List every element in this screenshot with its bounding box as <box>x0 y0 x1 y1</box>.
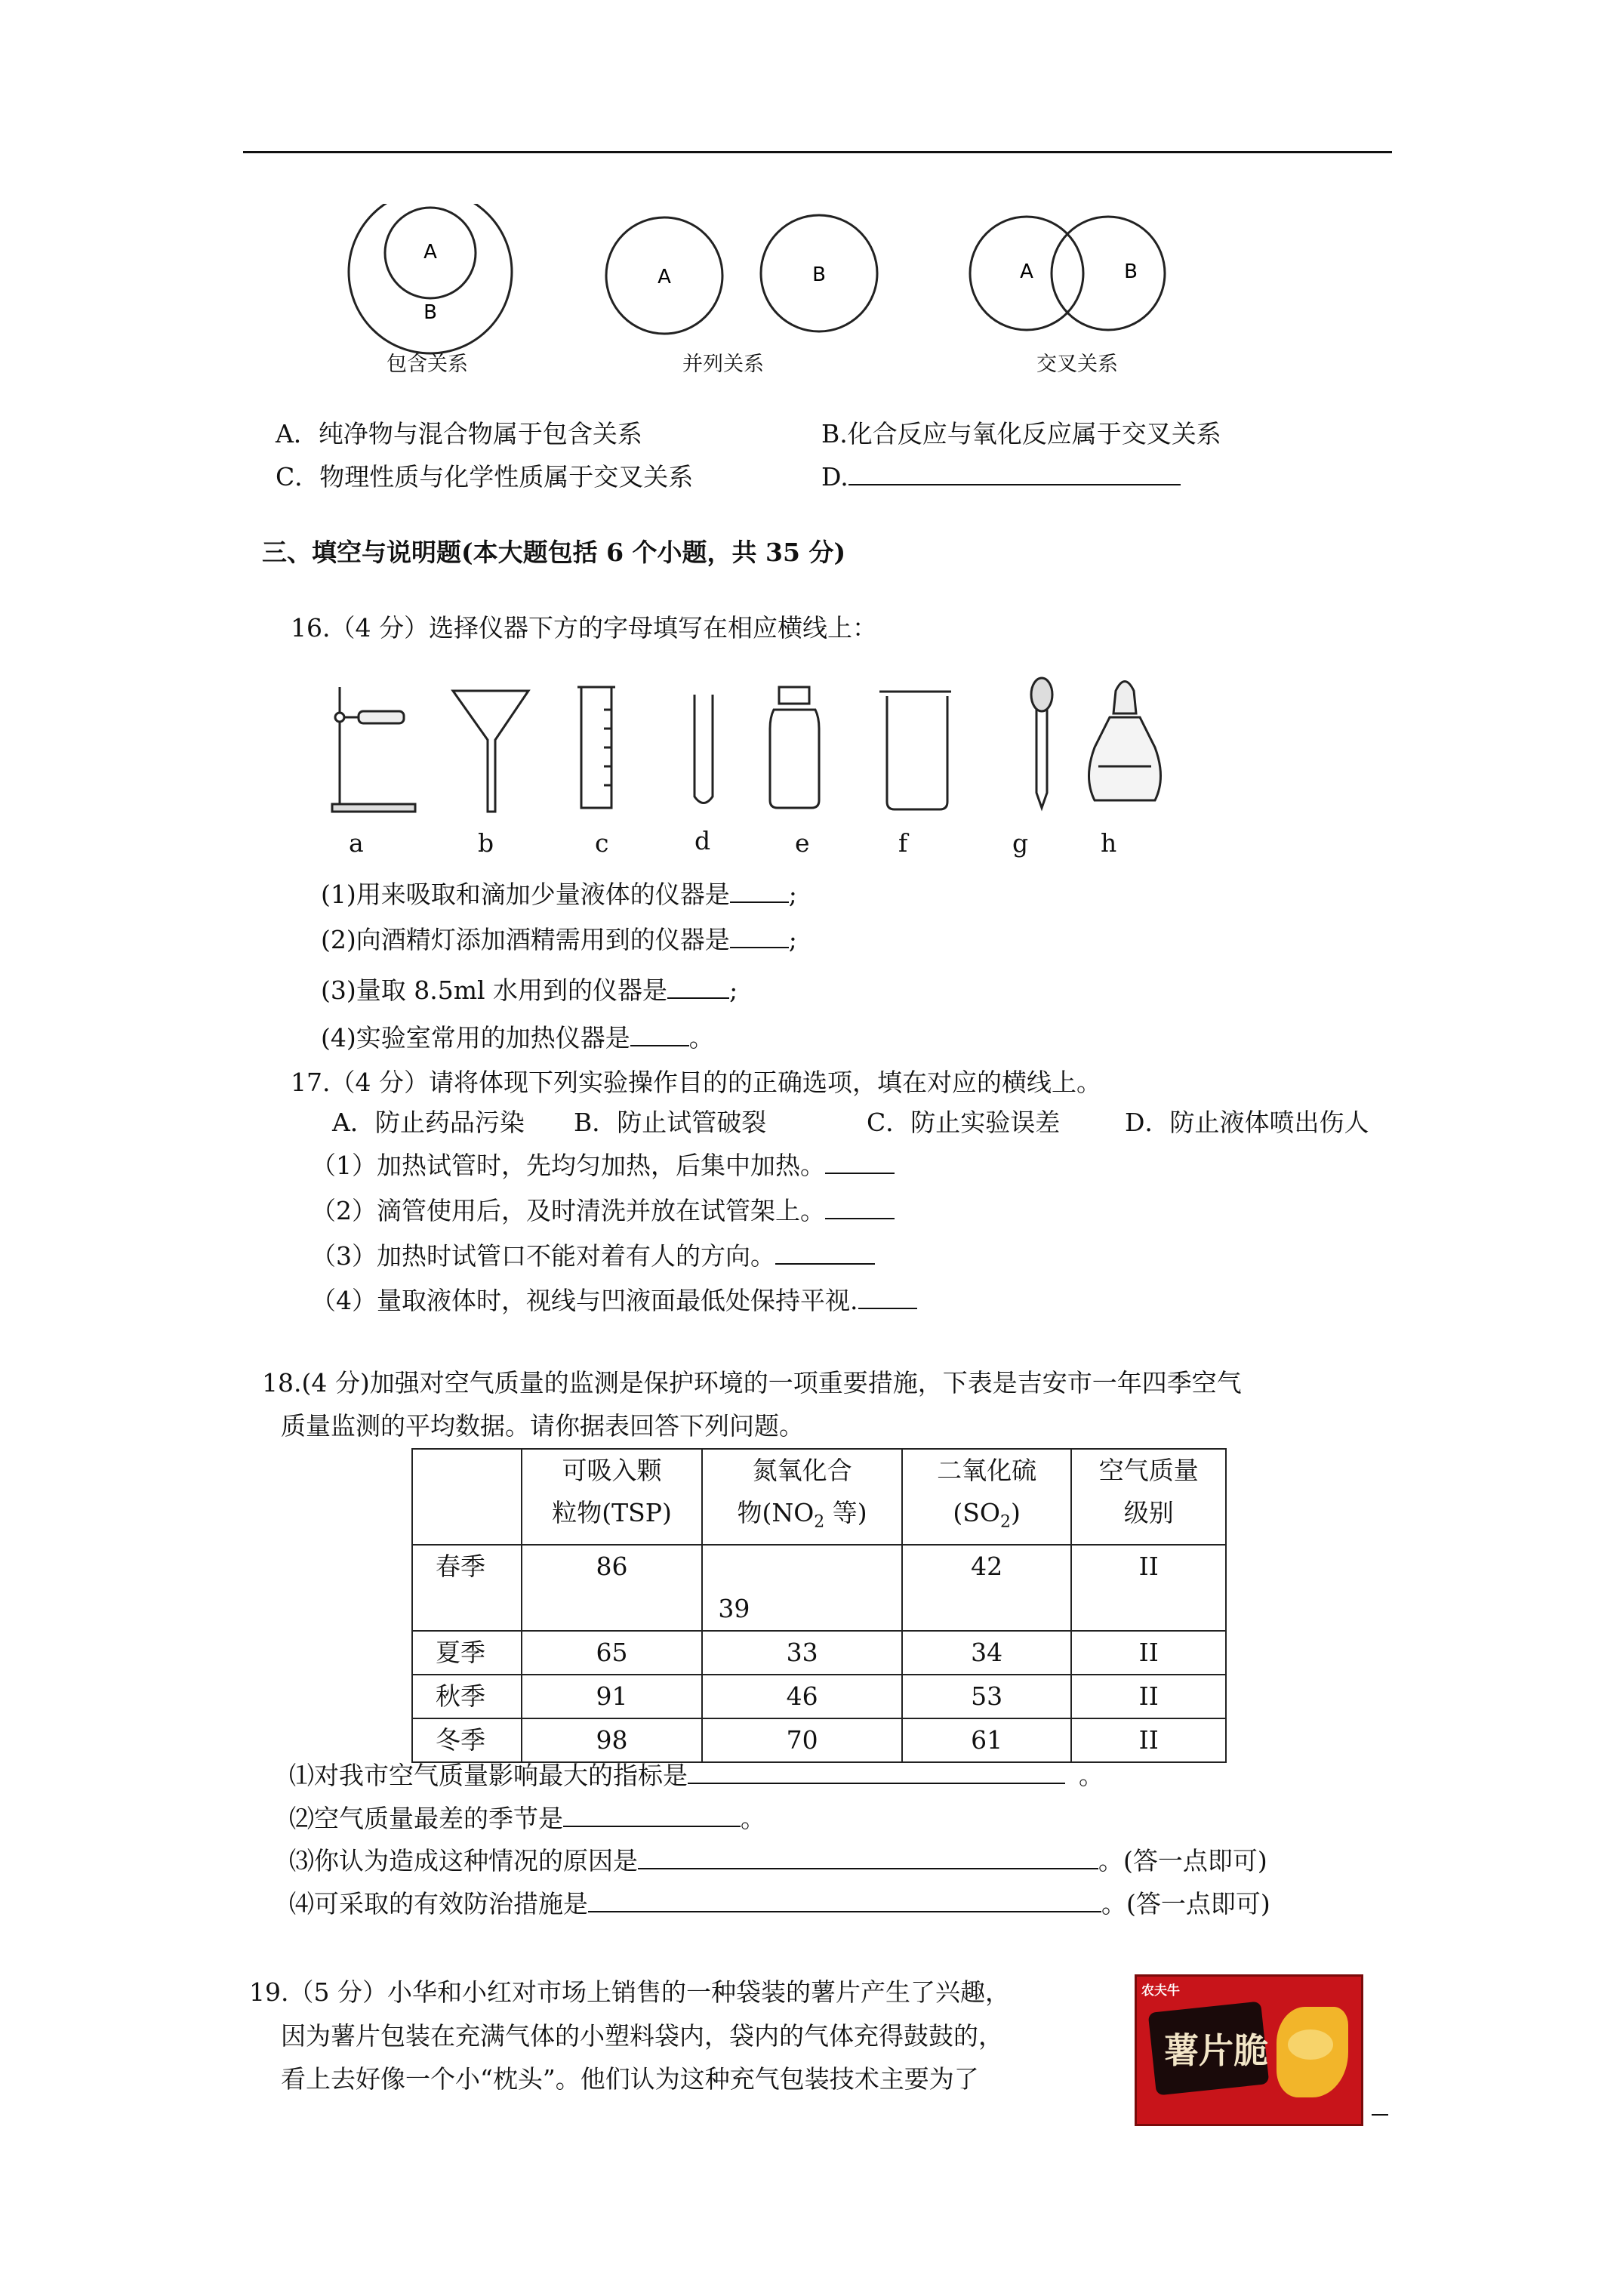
nox-cell: 39 <box>702 1545 901 1631</box>
tsp-cell: 91 <box>522 1675 703 1718</box>
table-header-tsp: 可吸入颗 粒物(TSP) <box>522 1449 703 1545</box>
q19-line1: 19.（5 分）小华和小红对市场上销售的一种袋装的薯片产生了兴趣， <box>249 1977 1010 2007</box>
apparatus-letter-e: e <box>795 828 810 858</box>
parallel-caption: 并列关系 <box>682 353 764 376</box>
q17-blank-3[interactable] <box>775 1240 875 1265</box>
q16-item-4: (4)实验室常用的加热仪器是 。 <box>321 1023 714 1052</box>
chip-package-image <box>1135 1974 1363 2126</box>
q18-stem-line2: 质量监测的平均数据。请你据表回答下列问题。 <box>281 1411 804 1441</box>
chip-highlight <box>1288 2029 1333 2060</box>
parallel-left-label: A <box>658 266 671 288</box>
air-quality-table <box>411 1448 1227 1763</box>
season-cell: 春季 <box>412 1545 522 1631</box>
q18-blank-2[interactable] <box>563 1803 741 1827</box>
season-cell: 秋季 <box>412 1675 522 1718</box>
package-name: 薯片脆 <box>1164 2030 1268 2071</box>
q16-item-1: (1)用来吸取和滴加少量液体的仪器是 ; <box>321 880 797 909</box>
apparatus-letter-h: h <box>1101 828 1117 858</box>
q16-item-2: (2)向酒精灯添加酒精需用到的仪器是 ; <box>321 925 797 954</box>
q18-blank-4[interactable] <box>588 1888 1101 1912</box>
table-header-so2: 二氧化硫 $(SO_2)$ <box>902 1449 1072 1545</box>
q17-item-3: （3）加热时试管口不能对着有人的方向。 <box>311 1240 875 1273</box>
intersect-left-label: A <box>1020 260 1033 283</box>
nox-cell: 70 <box>702 1718 901 1762</box>
tsp-cell: 98 <box>522 1718 703 1762</box>
q17-blank-4[interactable] <box>858 1285 917 1309</box>
so2-cell: 61 <box>902 1718 1072 1762</box>
table-header-nox: 氮氧化合 物($NO_2$ 等) <box>702 1449 901 1545</box>
intersect-right-label: B <box>1124 260 1138 283</box>
q17-stem: 17.（4 分）请将体现下列实验操作目的的正确选项，填在对应的横线上。 <box>291 1068 1101 1097</box>
nox-cell: 46 <box>702 1675 901 1718</box>
table-row <box>412 1718 1226 1762</box>
q18-item-4: ⑷可采取的有效防治措施是 。(答一点即可) <box>289 1889 1270 1918</box>
apparatus-letter-f: f <box>898 828 908 858</box>
q18-item-3: ⑶你认为造成这种情况的原因是 。(答一点即可) <box>289 1846 1267 1875</box>
intersect-diagram <box>970 217 1165 330</box>
q18-blank-3[interactable] <box>638 1845 1098 1869</box>
reagent-bottle-icon <box>770 687 819 808</box>
section3-title: 三、填空与说明题(本大题包括 6 个小题，共 35 分) <box>262 538 846 567</box>
q15-option-c: C．物理性质与化学性质属于交叉关系 <box>276 462 694 492</box>
iron-stand-icon <box>332 687 415 812</box>
apparatus-letter-d: d <box>694 826 711 855</box>
q17-option-b: B．防止试管破裂 <box>574 1108 767 1137</box>
intersect-caption: 交叉关系 <box>1036 353 1118 376</box>
q16-blank-2[interactable] <box>730 924 789 948</box>
q18-item-1: ⑴对我市空气质量影响最大的指标是 。 <box>289 1761 1104 1790</box>
graduated-cylinder-icon <box>577 687 615 808</box>
q18-blank-1[interactable] <box>688 1760 1065 1784</box>
q19-line3: 看上去好像一个小“枕头”。他们认为这种充气包装技术主要为了 <box>281 2064 979 2094</box>
funnel-icon <box>453 691 528 812</box>
grade-cell: II <box>1071 1718 1226 1762</box>
containment-outer-label: B <box>423 301 437 324</box>
q17-item-4: （4）量取液体时，视线与凹液面最低处保持平视. <box>311 1284 917 1318</box>
tsp-cell: 65 <box>522 1631 703 1675</box>
q16-blank-4[interactable] <box>630 1022 689 1046</box>
q17-option-a: A．防止药品污染 <box>332 1108 525 1137</box>
q15-option-d <box>821 461 1181 494</box>
relation-diagrams <box>332 204 1276 385</box>
grade-cell: II <box>1071 1631 1226 1675</box>
apparatus-letter-b: b <box>478 828 494 858</box>
q16-stem: 16.（4 分）选择仪器下方的字母填写在相应横线上： <box>291 613 877 643</box>
nox-cell: 33 <box>702 1631 901 1675</box>
grade-cell: II <box>1071 1675 1226 1718</box>
tsp-cell: 86 <box>522 1545 703 1631</box>
apparatus-letter-a: a <box>349 828 364 858</box>
table-header-grade: 空气质量 级别 <box>1071 1449 1226 1545</box>
containment-caption: 包含关系 <box>387 353 468 376</box>
q18-stem-line1: 18.(4 分)加强对空气质量的监测是保护环境的一项重要措施，下表是吉安市一年四季空气 <box>262 1368 1242 1398</box>
q16-blank-1[interactable] <box>730 879 789 903</box>
so2-cell: 53 <box>902 1675 1072 1718</box>
so2-cell: 42 <box>902 1545 1072 1631</box>
q16-blank-3[interactable] <box>667 975 729 999</box>
grade-cell: II <box>1071 1545 1226 1631</box>
apparatus-letter-g: g <box>1012 828 1029 858</box>
q16-item-3: (3)量取 8.5ml 水用到的仪器是 ; <box>321 975 738 1005</box>
parallel-diagram <box>606 215 877 334</box>
q15-d-blank[interactable] <box>848 461 1181 485</box>
table-row <box>412 1675 1226 1718</box>
beaker-icon <box>879 692 951 809</box>
so2-cell: 34 <box>902 1631 1072 1675</box>
q17-option-c: C．防止实验误差 <box>867 1108 1061 1137</box>
table-row <box>412 1545 1226 1631</box>
season-cell: 冬季 <box>412 1718 522 1762</box>
q19-line2: 因为薯片包装在充满气体的小塑料袋内，袋内的气体充得鼓鼓的， <box>281 2021 1003 2051</box>
lab-apparatus <box>317 664 1185 815</box>
containment-diagram <box>349 204 512 353</box>
q15-option-b: B.化合反应与氧化反应属于交叉关系 <box>821 419 1221 448</box>
q15-option-d-label: D. <box>821 462 848 492</box>
header-rule <box>243 151 1392 153</box>
apparatus-letter-c: c <box>595 828 609 858</box>
q17-option-d: D．防止液体喷出伤人 <box>1125 1108 1369 1137</box>
q17-blank-1[interactable] <box>825 1150 895 1174</box>
table-header-empty <box>412 1449 522 1545</box>
q17-blank-2[interactable] <box>825 1195 895 1219</box>
q17-item-2: （2）滴管使用后，及时清洗并放在试管架上。 <box>311 1194 895 1228</box>
q15-option-a: A．纯净物与混合物属于包含关系 <box>276 419 642 448</box>
alcohol-lamp-icon <box>1089 682 1161 801</box>
test-tube-icon <box>694 695 713 803</box>
table-header-row <box>412 1449 1226 1545</box>
parallel-right-label: B <box>812 264 826 286</box>
table-row <box>412 1631 1226 1675</box>
season-cell: 夏季 <box>412 1631 522 1675</box>
dropper-icon <box>1031 678 1052 808</box>
q18-item-2: ⑵空气质量最差的季节是 。 <box>289 1804 765 1833</box>
page-corner-mark <box>1372 2114 1388 2116</box>
containment-inner-label: A <box>423 241 437 264</box>
q17-item-1: （1）加热试管时，先均匀加热，后集中加热。 <box>311 1149 895 1182</box>
package-brand: 农夫牛 <box>1141 1983 1180 1999</box>
